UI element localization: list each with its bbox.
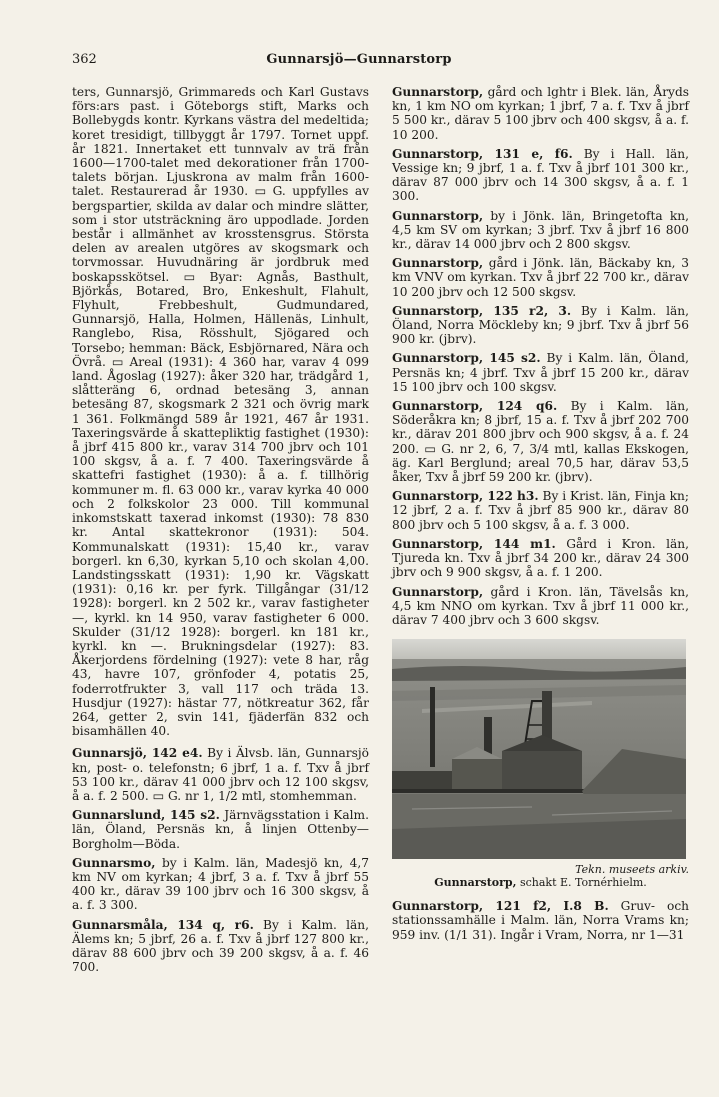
entry-gunnarstorp-jonk-backaby: Gunnarstorp, gård i Jönk. län, Bäckaby kn, 3 km VNV om kyrkan. Txv å jbrf 22 700 kr., därav 10 200 jbrv och 12 500 skgsv. [392,256,689,299]
entry-gunnarstorp-kron-tavelsas: Gunnarstorp, gård i Kron. län, Tävelsås kn, 4,5 km NNO om kyrkan. Txv å jbrf 11 000 kr., därav 7 400 jbrv och 3 600 skgsv. [392,584,689,627]
entry-gunnarsjo-parish-continued: ters, Gunnarsjö, Grimmareds och Karl Gustavs förs:ars past. i Göteborgs stift, Marks och Bollebygds kontr. Kyrkans västra del medeltida; koret tresidigt, tillbyggt år 1797. Tornet uppf. år 1821. Innertaket ett tunnvalv av trä från 1600—1700-talet med dekorationer från 1700-talets början. Ljuskrona av malm från 1600-talet. Restaurerad år 1930. ▭ G. uppfylles av bergspartier, skilda av dalar och mindre slätter, som i stor utsträckning äro uppodlade. Jorden består i allmänhet av krosstensgrus. Största delen av arealen utgöres av skogsmark och torvmossar. Huvudnäring är jordbruk med boskapsskötsel. ▭ Byar: Agnås, Basthult, Björkås, Botared, Bro, Enkeshult, Flahult, Flyhult, Frebbeshult, Gudmundared, Gunnarsjö, Halla, Holmen, Hällenäs, Linhult, Ranglebo, Risa, Rösshult, Sjögared och Torsebo; hemman: Bäck, Esbjörnared, Nära och Övrå. ▭ Areal (1931): 4 360 har, varav 4 099 land. Ågoslag (1927): åker 320 har, trädgård 1, slåtteräng 6, ordnad betesäng 3, annan betesäng 87, skogsmark 2 321 och övrig mark 1 361. Folkmängd 589 år 1921, 467 år 1931. Taxeringsvärde å skattepliktig fastighet (1930): å jbrf 415 800 kr., varav 314 700 jbrv och 101 100 skgsv, å a. f. 7 400. Taxeringsvärde å skattefri fastighet (1930): å a. f. tillhörig kommuner m. fl. 63 000 kr., varav kyrka 40 000 och 2 folkskolor 23 000. Till kommunal inkomstskatt taxerad inkomst (1930): 78 830 kr. Antal skattekronor (1931): 504. Kommunalskatt (1931): 15,40 kr., varav borgerl. kn 6,30, kyrkan 5,10 och skolan 4,00. Landstingsskatt (1931): 1,90 kr. Vägskatt (1931): 0,16 kr. per fyrk. Tillgångar (31/12 1928): borgerl. kn 2 502 kr., varav fastigheter —, kyrkl. kn 14 950, varav fastigheter 6 000. Skulder (31/12 1928): borgerl. kn 181 kr., kyrkl. kn —. Brukningsdelar (1927): 83. Åkerjordens fördelning (1927): vete 8 har, råg 43, havre 107, grönfoder 4, potatis 25, foderrotfrukter 3, vall 117 och träda 13. Husdjur (1927): hästar 77, nötkreatur 362, får 264, getter 2, svin 141, fjäderfän 832 och bisamhällen 40. [72,85,369,739]
entry-gunnarstorp-krist: Gunnarstorp, 122 h3. By i Krist. län, Finja kn; 12 jbrf, 2 a. f. Txv å jbrf 85 900 kr., därav 80 800 jbrv och 5 100 skgsv, å a. f. 3 000. [392,489,689,532]
entry-gunnarstorp-kron-tjureda: Gunnarstorp, 144 m1. Gård i Kron. län, Tjureda kn. Txv å jbrf 34 200 kr., därav 24 300 jbrv och 9 900 skgsv, å a. f. 1 200. [392,536,689,580]
running-title: Gunnarsjö—Gunnarstorp [266,52,452,67]
entry-gunnarstorp-kalm-persnas: Gunnarstorp, 145 s2. By i Kalm. län, Öland, Persnäs kn; 4 jbrf. Txv å jbrf 15 200 kr., därav 15 100 jbrv och 100 skgsv. [392,351,689,394]
right-column [392,85,689,947]
entry-gunnarsjo-by: Gunnarsjö, 142 e4. By i Älvsb. län, Gunnarsjö kn, post- o. telefonstn; 6 jbrf, 1 a. f. Txv å jbrf 53 100 kr., därav 41 000 jbrv och 12 100 skgsv, å a. f. 2 500. ▭ G. nr 1, 1/2 mtl, stomhemman. [72,746,369,803]
entry-gunnarstorp-blek: Gunnarstorp, gård och lghtr i Blek. län, Åryds kn, 1 km NO om kyrkan; 1 jbrf, 7 a. f. Txv å jbrf 5 500 kr., därav 5 100 jbrv och 400 skgsv, å a. f. 10 200. [392,85,689,142]
entry-gunnarsmo: Gunnarsmo, by i Kalm. län, Madesjö kn, 4,7 km NV om kyrkan; 4 jbrf, 3 a. f. Txv å jbrf 55 400 kr., därav 39 100 jbrv och 16 300 skgsv, å a. f. 3 300. [72,855,369,913]
entry-gunnarslund: Gunnarslund, 145 s2. Järnvägsstation i Kalm. län, Öland, Persnäs kn, å linjen Ottenby—Borgholm—Böda. [72,808,369,851]
entry-gunnarstorp-hall: Gunnarstorp, 131 e, f6. By i Hall. län, Vessige kn; 9 jbrf, 1 a. f. Txv å jbrf 101 300 kr., därav 87 000 jbrv och 14 300 skgsv, å a. f. 1 300. [392,146,689,204]
photo-caption: Gunnarstorp, schakt E. Tornérhielm. [434,876,647,890]
entry-gunnarsmala: Gunnarsmåla, 134 q, r6. By i Kalm. län, Älems kn; 5 jbrf, 26 a. f. Txv å jbrf 127 800 kr., därav 88 600 jbrv och 39 200 skgsv, å a. f. 46 700. [72,917,369,975]
left-column [72,85,369,979]
photo-credit: Tekn. museets arkiv. [575,863,689,877]
entry-gunnarstorp-kalm-soderakra: Gunnarstorp, 124 q6. By i Kalm. län, Söderåkra kn; 8 jbrf, 15 a. f. Txv å jbrf 202 700 kr., därav 201 800 jbrv och 900 skgsv, å a. f. 24 200. ▭ G. nr 2, 6, 7, 3/4 mtl, kallas Ekskogen, äg. Karl Berglund; areal 70,5 har, därav 53,5 åker, Txv å jbrf 59 200 kr. (jbrv). [392,399,689,485]
page-number: 362 [72,52,97,67]
page-header [72,52,646,72]
entry-gunnarstorp-jonk-bringetofta: Gunnarstorp, by i Jönk. län, Bringetofta kn, 4,5 km SV om kyrkan; 3 jbrf. Txv å jbrf 16 800 kr., därav 14 000 jbrv och 2 800 skgsv. [392,208,689,252]
entry-gunnarstorp-malm: Gunnarstorp, 121 f2, I.8 B. Gruv- och stationssamhälle i Malm. län, Norra Vrams kn; 959 inv. (1/1 31). Ingår i Vram, Norra, nr 1—31 [392,899,689,942]
photo-illustration [392,639,686,859]
entry-gunnarstorp-kalm-oland-mockleby: Gunnarstorp, 135 r2, 3. By i Kalm. län, Öland, Norra Möckleby kn; 9 jbrf. Txv å jbrf 56 900 kr. (jbrv). [392,303,690,347]
mine-shaft-photograph [392,639,686,859]
